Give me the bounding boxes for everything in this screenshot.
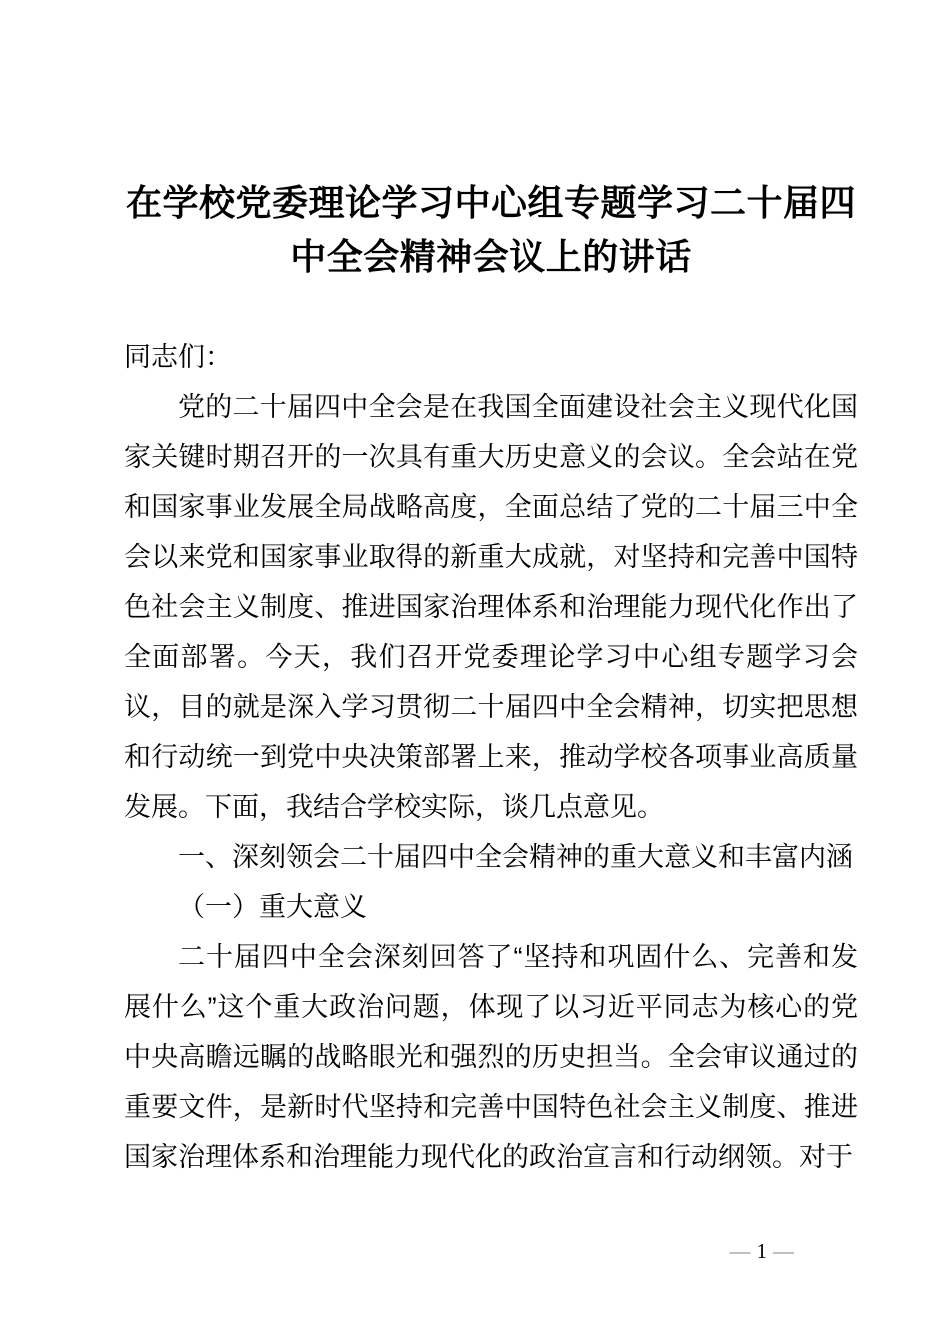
- page-number-footer: [724, 1238, 801, 1264]
- section-heading-1: 一、深刻领会二十届四中全会精神的重大意义和丰富内涵: [178, 842, 853, 872]
- page-number-dash-right: —: [773, 1239, 794, 1263]
- body-paragraph: 二十届四中全会深刻回答了“坚持和巩固什么、完善和发展什么”这个重大政治问题，体现了以习近平同志为核心的党中央高瞻远瞩的战略眼光和强烈的历史担当。全会审议通过的重要文件，是新时代坚持和完善中国特色社会主义制度、推进国家治理体系和治理能力现代化的政治宣言和行动纲领。对于: [124, 942, 858, 1172]
- document-title: 在学校党委理论学习中心组专题学习二十届四中全会精神会议上的讲话: [125, 182, 856, 277]
- subsection-heading-1-1: （一）重大意义: [178, 892, 367, 922]
- document-body: [124, 332, 858, 1182]
- page-number-dash-left: —: [729, 1239, 751, 1263]
- salutation-paragraph: 同志们：: [124, 342, 232, 372]
- intro-paragraph: 党的二十届四中全会是在我国全面建设社会主义现代化国家关键时期召开的一次具有重大历史意义的会议。全会站在党和国家事业发展全局战略高度，全面总结了党的二十届三中全会以来党和国家事业取得的新重大成就，对坚持和完善中国特色社会主义制度、推进国家治理体系和治理能力现代化作出了全面部署。今天，我们召开党委理论学习中心组专题学习会议，目的就是深入学习贯彻二十届四中全会精神，切实把思想和行动统一到党中央决策部署上来，推动学校各项事业高质量发展。下面，我结合学校实际，谈几点意见。: [124, 392, 858, 822]
- page-number: 1: [756, 1239, 767, 1263]
- document-content: [124, 176, 858, 1182]
